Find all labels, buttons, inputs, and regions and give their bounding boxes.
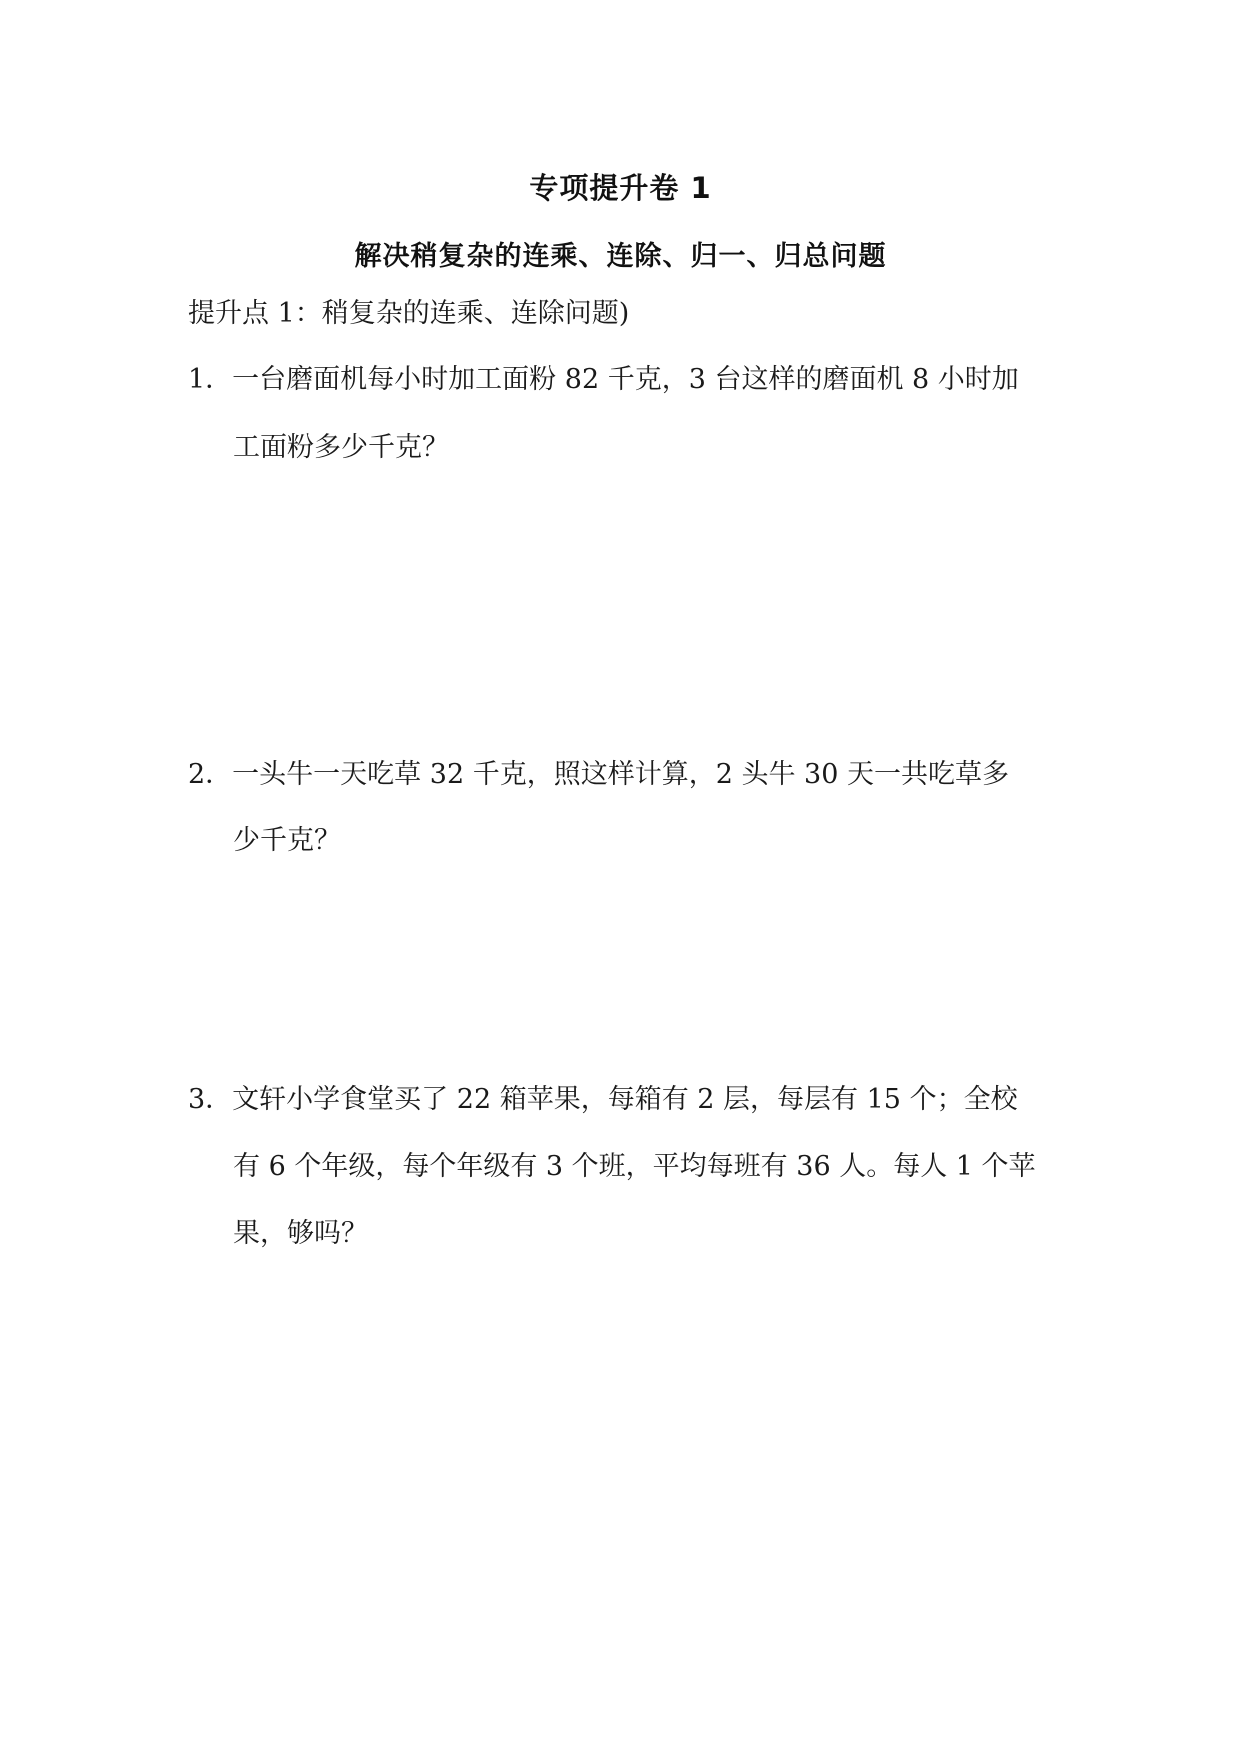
- question-3-line-3: 果，够吗？: [233, 1218, 368, 1249]
- question-2-line-1: 2．一头牛一天吃草 32 千克，照这样计算，2 头牛 30 天一共吃草多: [188, 759, 1009, 790]
- question-1-line-1: 1．一台磨面机每小时加工面粉 82 千克，3 台这样的磨面机 8 小时加: [188, 364, 1019, 395]
- section-heading: 提升点 1：稍复杂的连乘、连除问题): [188, 298, 630, 329]
- page-subtitle: 解决稍复杂的连乘、连除、归一、归总问题: [354, 241, 887, 272]
- question-2-line-2: 少千克？: [233, 825, 341, 856]
- question-3-line-2: 有 6 个年级，每个年级有 3 个班，平均每班有 36 人。每人 1 个苹: [233, 1151, 1036, 1182]
- page-title: 专项提升卷 1: [529, 171, 712, 205]
- question-3-line-1: 3．文轩小学食堂买了 22 箱苹果，每箱有 2 层，每层有 15 个；全校: [188, 1084, 1018, 1115]
- question-1-line-2: 工面粉多少千克？: [233, 432, 449, 463]
